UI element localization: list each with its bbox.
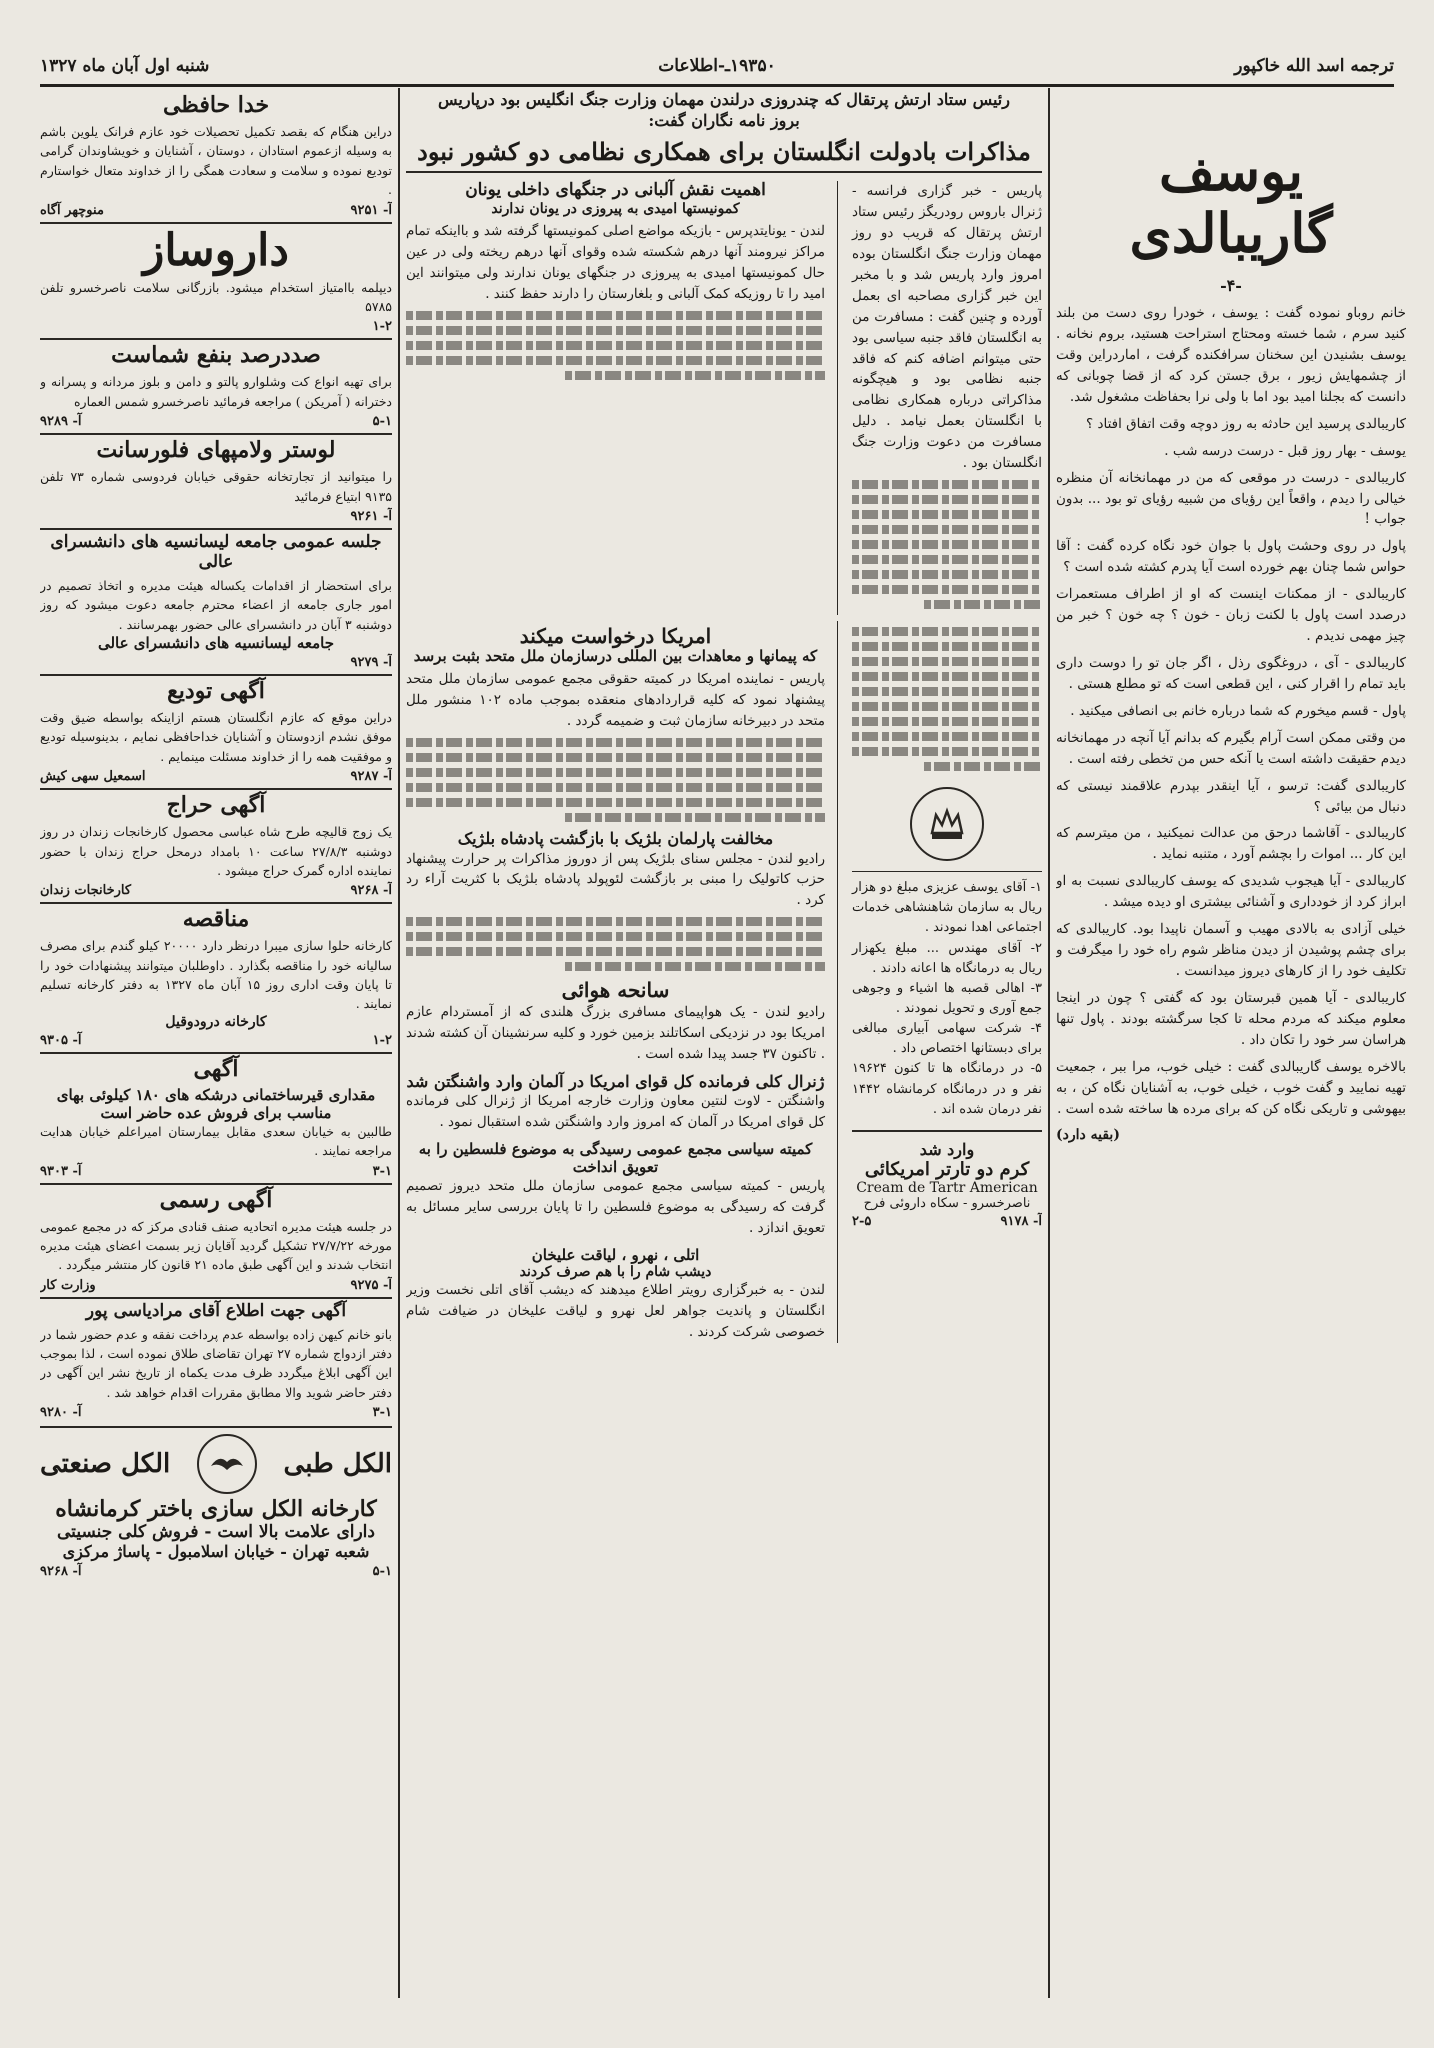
belgium-body: رادیو لندن - مجلس سنای بلژیک پس از دوروز مذاکرات پر حرارت پیشنهاد حزب کاتولیک را مبنی بر بازگشت لئوپولد پادشاه بلژیک با کثریت آراء رد کرد . [406,850,825,909]
ad-alcohol [40,1426,392,1579]
lead-article [852,181,1042,615]
ad-farewell-sign: منوچهر آگاه [40,202,104,218]
crown-icon [924,801,970,847]
news-subcolumn [406,181,838,615]
ad-alcohol-line: دارای علامت بالا است - فروش کلی جنسیتی [57,1522,375,1543]
ad-farewell-title: خدا حافظی [162,92,270,118]
ad-meeting-sign: جامعه لیسانسیه های دانشسرای عالی [97,634,334,653]
ad-auction-sign: کارخانجات زندان [40,883,132,899]
story-paragraph: کاریبالدی گفت: ترسو ، آیا اینقدر بپدرم علاقمند نیستی که دنبال من بیائی ؟ [1056,777,1406,815]
palestine-body: پاریس - کمیته سیاسی مجمع عمومی سازمان ملل متحد دیروز تصمیم گرفت که رسیدگی به موضوع فلسطین را تا پایان بررسی سایر مسائل به تعویق اندازد . [406,1177,825,1236]
header-center: ۱۹۳۵۰ـ-اطلاعات [658,56,776,76]
clay-headline: ژنرال کلی فرمانده کل قوای امریکا در آلمان وارد واشنگتن شد [406,1072,825,1092]
story-paragraph: من وقتی ممکن است آرام بگیرم که بدانم آیا آنچه در مهمانخانه دیدم حقیقت داشته است یا آنکه حس من تخطی رفته است . [1056,729,1406,767]
story-paragraph: پاول در روی وحشت پاول با جوان خود نگاه کرده گفت : آقا حواس شما چنان بهم خورده است آیا پدرم کشته شده است ؟ [1056,538,1406,576]
classifieds-column [40,90,392,1990]
ad-bitumen-ref: آ- ۹۳۰۳ [40,1163,82,1179]
ad-official-body: در جلسه هیئت مدیره اتحادیه صنف قنادی مرکز که در مجمع عمومی مورخه ۲۷/۷/۲۲ تشکیل گردید آقایان زیر بسمت اعضای هیئت مدیره انتخاب شدند و این آگهی طبق ماده ۲۱ قانون کار منتشر میگردد . [40,1218,392,1273]
ad-alcohol-name: کارخانه الکل سازی باختر کرمانشاه [55,1496,377,1523]
ad-pharmacist [40,222,392,335]
ad-tender-ref: آ- ۹۳۰۵ [40,1032,82,1048]
ad-lamps [40,433,392,524]
attlee-body: لندن - به خبرگزاری رویتر اطلاع میدهند که دیشب آقای اتلی نخست وزیر انگلستان و پاندیت جواهر لعل نهرو و لیاقت علیخان در ضیافت شام خصوصی شرکت کردند . [406,1281,825,1340]
ad-pharmacist-ref: ۱-۲ [372,319,392,335]
air-crash-body: رادیو لندن - یک هواپیمای مسافری بزرگ هلندی که از آمستردام عازم امریکا بود در نزدیکی اسکاتلند بزمین خورد و کلیه سرنشینان آن کشته شدند . تاکنون ۳۷ جسد پیدا شده است . [406,1004,825,1063]
ad-bitumen-ref2: ۳-۱ [372,1163,392,1179]
ad-notice [40,1297,392,1421]
column-rule [398,88,400,1998]
ad-alcohol-address: شعبه تهران - خیابان اسلامبول - پاساژ مرکزی [62,1542,370,1562]
ad-tender-title: مناقصه [182,906,250,933]
page-header [40,52,1394,82]
ad-bitumen-body: طالبین به خیابان سعدی مقابل بیمارستان امیراعلم خیابان هدایت مراجعه نمایند . [40,1123,392,1159]
ad-tailor-ref: آ- ۹۲۸۹ [40,414,82,430]
side-notices [852,621,1042,1343]
news-column [406,90,1042,1990]
ad-bitumen [40,1052,392,1179]
un-body: پاریس - نماینده امریکا در کمیته حقوقی مجمع عمومی سازمان ملل متحد پیشنهاد نمود که کلیه قراردادهای منعقده بموجب ماده ۱۰۲ منشور ملل متحد در دبیرخانه سازمان ثبت و ضمیمه گردد . [406,671,825,730]
ad-pharmacist-body: دیپلمه باامتیاز استخدام میشود. بازرگانی سلامت ناصرخسرو تلفن ۵۷۸۵ [40,279,392,315]
charity-notice: ۱- آقای یوسف عزیزی مبلغ دو هزار ریال به سازمان شاهنشاهی خدمات اجتماعی اهدا نمودند . ۲- آقای مهندس ... مبلغ یکهزار ریال به درمانگاه ها اعانه دادند . ۳- اهالی قصبه ها اشیاء و وجوهی جمع آوری و تحویل نمودند . ۴- شرکت سهامی آبیاری مبالغی برای دبستانها اختصاص داد . ۵- در درمانگاه ها تا کنون ۱۹۶۲۴ نفر و در درمانگاه کرمانشاه ۱۴۴۲ نفر درمان شده اند . [852,871,1042,1120]
header-right: ترجمه اسد الله خاکپور [1234,56,1394,76]
story-paragraph: کاریبالدی پرسید این حادثه به روز دوچه وقت اتفاق افتاد ؟ [1086,415,1406,432]
cream-ad-ref: آ- ۹۱۷۸ [1000,1213,1042,1229]
column-rule [1048,88,1050,1998]
cream-ad [852,1130,1042,1229]
lead-article-body: پاریس - خبر گزاری فرانسه - ژنرال باروس رودریگز رئیس ستاد ارتش پرتقال که قریب دو روز مهمان وزارت جنگ انگلستان بوده امروز وارد پاریس شد و با مخبر این خبر گزاری مصاحبه ای بعمل آورده و چنین گفت : مسافرت من به انگلستان فاقد جنبه سیاسی بود حتی میتوانم اضافه کنم که فاقد جنبه نظامی بود و هیچگونه مذاکراتی درباره همکاری نظامی با انگلستان بعمل نیامد . دلیل مسافرت من دعوت وزارت جنگ انگلستان بود . [852,183,1042,472]
story-paragraph: کاریبالدی - آقاشما درحق من عدالت نمیکنید ، من میترسم که این کار ... اموات را بچشم آورد ، متنبه نماید . [1056,825,1406,863]
ad-bitumen-sub: مقداری قیرساختمانی درشکه های ۱۸۰ کیلوئی بهای مناسب برای فروش عده حاضر است [56,1085,376,1122]
story-paragraph: کاریبالدی - آی ، دروغگوی رذل ، اگر جان تو را دوست داری باید تمام را اقرار کنی ، این قطعی است که تو مطلع هستی . [1056,655,1406,692]
ad-farewell-ref: آ- ۹۲۵۱ [350,202,392,218]
crown-emblem [910,787,984,861]
story-paragraph: بالاخره یوسف گاریبالدی گفت : خیلی خوب، مرا ببر ، جمعیت تهیه نمایید و گفت خوب ، خیلی خوب، به آشنایان نگاه کن ، به بیهوشی و تاریکی نگاه کن که برای مرده ها ساخته شده است . [1056,1058,1406,1117]
albania-subheadline: کمونیستها امیدی به پیروزی در یونان ندارند [491,200,740,217]
ad-alcohol-ref2: ۵-۱ [372,1564,392,1580]
lead-headline: مذاکرات بادولت انگلستان برای همکاری نظامی دو کشور نبود [406,138,1042,174]
cream-ad-ref2: ۲-۵ [852,1213,872,1229]
ad-notice-body: بانو خانم کیهن زاده بواسطه عدم پرداخت نفقه و عدم حضور شما در دفتر ازدواج شماره ۲۷ تهران تقاضای طلاق نموده است ، لذا بموجب این آگهی ابلاغ میگردد ظرف مدت یکماه از تاریخ نشر این آگهی در دفتر حاضر شوید والا مطابق مقررات اقدام خواهد شد . [40,1326,392,1400]
ad-official-title: آگهی رسمی [159,1186,273,1213]
header-left: شنبه اول آبان ماه ۱۳۲۷ [40,56,210,76]
ad-tailor [40,338,392,429]
ad-tailor-body: برای تهیه انواع کت وشلوارو پالتو و دامن و بلوز مردانه و پسرانه و دخترانه ( آمریکن ) مراجعه فرمائید ناصرخسرو شمس العماره [40,374,392,409]
attlee-subheadline: دیشب شام را با هم صرف کردند [519,1263,712,1280]
serial-story [1056,90,1406,1990]
story-paragraph: کاریبالدی - آیا هیجوب شدیدی که یوسف کاریبالدی نسبت به او ابراز کرد از خودداری و آشنائی بیشتری او دیده میشد . [1056,873,1406,911]
ad-auction-title: آگهی حراج [166,792,266,819]
story-paragraph: کاریبالدی - آیا همین قبرستان بود که گفتی ؟ چون در اینجا معلوم میکند که مردم محله تا کجا سرگشته بودند . پاول تنها هراسان سر خود را تکان داد . [1056,989,1406,1048]
story-paragraph: خانم روباو نموده گفت : یوسف ، خودرا روی دست من بلند کنید سرم ، شما خسته ومحتاج استراحت هستید، بروم نخانه . یوسف بشنیدن این سخنان سرافکنده گرفت ، اماردراین وقت از چشمهایش زیور ، برق جستن کرد که از قضا چوبانی که دانست که بجلنا امید بود اما با ولی نرا بحفاظت مشغول شد. [1056,305,1406,405]
story-body [1056,303,1406,1119]
ad-tender [40,902,392,1048]
ad-official-sign: وزارت کار [40,1277,96,1293]
ad-notice-ref: آ- ۹۲۸۰ [40,1405,82,1421]
ad-meeting [40,528,392,670]
ad-pharmacist-title: داروساز [143,224,289,276]
clay-body: واشنگتن - لاوت لنتین معاون وزارت خارجه امریکا از ژنرال کلی فرمانده کل قوای امریکا در آلمان که امروز وارد واشنگتن شده استقبال نمود . [406,1093,825,1131]
story-paragraph: کاریبالدی - درست در موقعی که من در مهمانخانه آن منظره خیالی را دیدم ، واقعاً این رؤیای من شبیه رؤیای تو بود ... بدون جواب ! [1056,469,1406,528]
header-rule [40,84,1394,87]
story-continued: (بقیه دارد) [1056,1127,1120,1144]
alcohol-logo [197,1434,257,1494]
ad-auction-body: یک زوج قالیچه طرح شاه عباسی محصول کارخانجات زندان در روز دوشنبه ۲۷/۸/۳ ساعت ۱۰ بامداد درمحل حراج زندان با حضور نماینده اداره گمرک حراج میشود . [40,824,392,878]
story-paragraph: یوسف - بهار روز قبل - درست درسه شب . [1164,442,1406,459]
ad-lamps-ref: آ- ۹۲۶۱ [350,508,392,524]
ad-tailor-ref2: ۵-۱ [372,414,392,430]
ad-tender-ref2: ۱-۲ [372,1032,392,1048]
story-paragraph: پاول - قسم میخورم که شما درباره خانم بی انصافی میکنید . [1070,702,1406,719]
ad-goodbye-body: دراین موقع که عازم انگلستان هستم ازاینکه بواسطه ضیق وقت موفق نشدم ازدوستان و آشنایان خداحافظی نمایم ، بدینوسیله تودیع و موفقیت همه را از خداوند مسئلت مینمایم . [40,710,392,764]
palestine-headline: کمیته سیاسی مجمع عمومی رسیدگی به موضوع فلسطین را به تعویق انداخت [418,1140,813,1176]
ad-tender-sign: کارخانه درودوقیل [165,1013,267,1030]
ad-lamps-title: لوستر ولامپهای فلورسانت [96,437,336,464]
ad-tender-body: کارخانه حلوا سازی میبرا درنظر دارد ۲۰۰۰۰ کیلو گندم برای مصرف سالیانه خود را مناقصه بگذارد . داوطلبان میتوانند پیشنهادات خود را تا پایان وقت اداری روز ۱۵ آبان ماه ۱۳۲۷ به دفتر کارخانه تسلیم نمایند . [40,938,392,1012]
belgium-headline: مخالفت پارلمان بلژیک با بازگشت پادشاه بلژیک [457,829,774,849]
ad-farewell [40,92,392,218]
ad-goodbye-title: آگهی تودیع [167,678,265,705]
ad-goodbye-ref: آ- ۹۲۸۷ [350,769,392,785]
ad-notice-title: آگهی جهت اطلاع آقای مرادیاسی پور [85,1300,347,1321]
ad-meeting-title: جلسه عمومی جامعه لیسانسیه های دانشسرای عالی [50,531,382,572]
ad-auction [40,788,392,898]
ad-goodbye-sign: اسمعیل سهی کیش [40,769,146,785]
cream-ad-address: ناصرخسرو - سکاه داروئی فرح [863,1195,1031,1211]
ad-notice-ref2: ۳-۱ [372,1405,392,1421]
un-subheadline: که پیمانها و معاهدات بین المللی درسازمان ملل متحد بثبت برسد [413,647,818,666]
attlee-headline: اتلی ، نهرو ، لیاقت علیخان [531,1245,700,1264]
un-headline: امریکا درخواست میکند [519,624,712,649]
cream-ad-title: وارد شد [919,1139,975,1159]
ad-auction-ref: آ- ۹۲۶۸ [350,883,392,899]
ad-meeting-body: برای استحضار از اقدامات یکساله هیئت مدیره و اتخاذ تصمیم در امور جاری جامعه از اعضاء محترم جامعه دعوت میشود که روز دوشنبه ۳ آبان در دانشسرای عالی حضور بهمرسانند . [40,577,392,632]
ad-alcohol-top: الکل طبی [283,1449,392,1480]
bird-icon [207,1444,247,1484]
ad-alcohol-main: الکل صنعتی [40,1449,171,1480]
ad-bitumen-title: آگهی [193,1055,239,1082]
ad-official-ref: آ- ۹۲۷۵ [350,1277,392,1293]
cream-ad-latin: Cream de Tartr American [856,1179,1038,1196]
albania-body: لندن - یونایتدپرس - بازیکه مواضع اصلی کمونیستها گرفته شد و بااینکه تمام مراکز نیرومند آنها درهم شکسته شده وقوای آنها درهم ریخته ولی در عین حال کمونیستها امیدی به پیروزی در جنگهای یونان ندارند ولی میتوانند این امید را تا روزیکه کمک آلبانی و بلغارستان را دارند حفظ کنند . [406,222,825,302]
ad-alcohol-ref: آ- ۹۲۶۸ [40,1564,82,1580]
air-crash-headline: سانحه هوائی [561,978,670,1003]
story-paragraph: خیلی آزادی به بالادی مهیب و آسمان ناپیدا بود. کاریبالدی که برای چشم پوشیدن از دیدن مناظر شوم راه خود را میگرفت و تکلیف خود را از کارهای دیروز میدانست . [1056,921,1406,979]
ad-tailor-title: صددرصد بنفع شماست [111,342,321,369]
story-paragraph: کاریبالدی - از ممکنات اینست که او از اطراف مستعمرات درصدد است پاول با لکنت زبان - خون ؟ چه خون ؟ خبر من چیز مهمی ندیدم . [1056,586,1406,645]
ad-farewell-body: دراین هنگام که بقصد تکمیل تحصیلات خود عازم فرانک یلوین باشم به وسیله ازعموم استادان ، دوستان ، آشنایان و خویشاوندان گرامی تودیع نموده و سلامت و سعادت همگی را از خداوند متعال خواستارم . [40,124,392,198]
news-subcolumn-lower [406,621,838,1343]
story-section-number: -۴- [1220,276,1242,296]
story-title: یوسف گاریبالدی [1129,139,1333,266]
ad-lamps-body: را میتوانید از تجارتخانه حقوقی خیابان فردوسی شماره ۷۳ تلفن ۹۱۳۵ ابتیاع فرمائید [40,469,392,504]
cream-ad-name: کرم دو تارتر امریکائی [864,1158,1030,1180]
lead-kicker: رئیس ستاد ارتش پرتقال که چندروزی درلندن مهمان وزارت جنگ انگلیس بود درپاریس بروز نامه نگاران گفت: [438,90,1010,130]
albania-headline: اهمیت نقش آلبانی در جنگهای داخلی یونان [465,180,766,201]
ad-meeting-ref: آ- ۹۲۷۹ [350,655,392,671]
ad-goodbye [40,674,392,784]
ad-official [40,1183,392,1293]
